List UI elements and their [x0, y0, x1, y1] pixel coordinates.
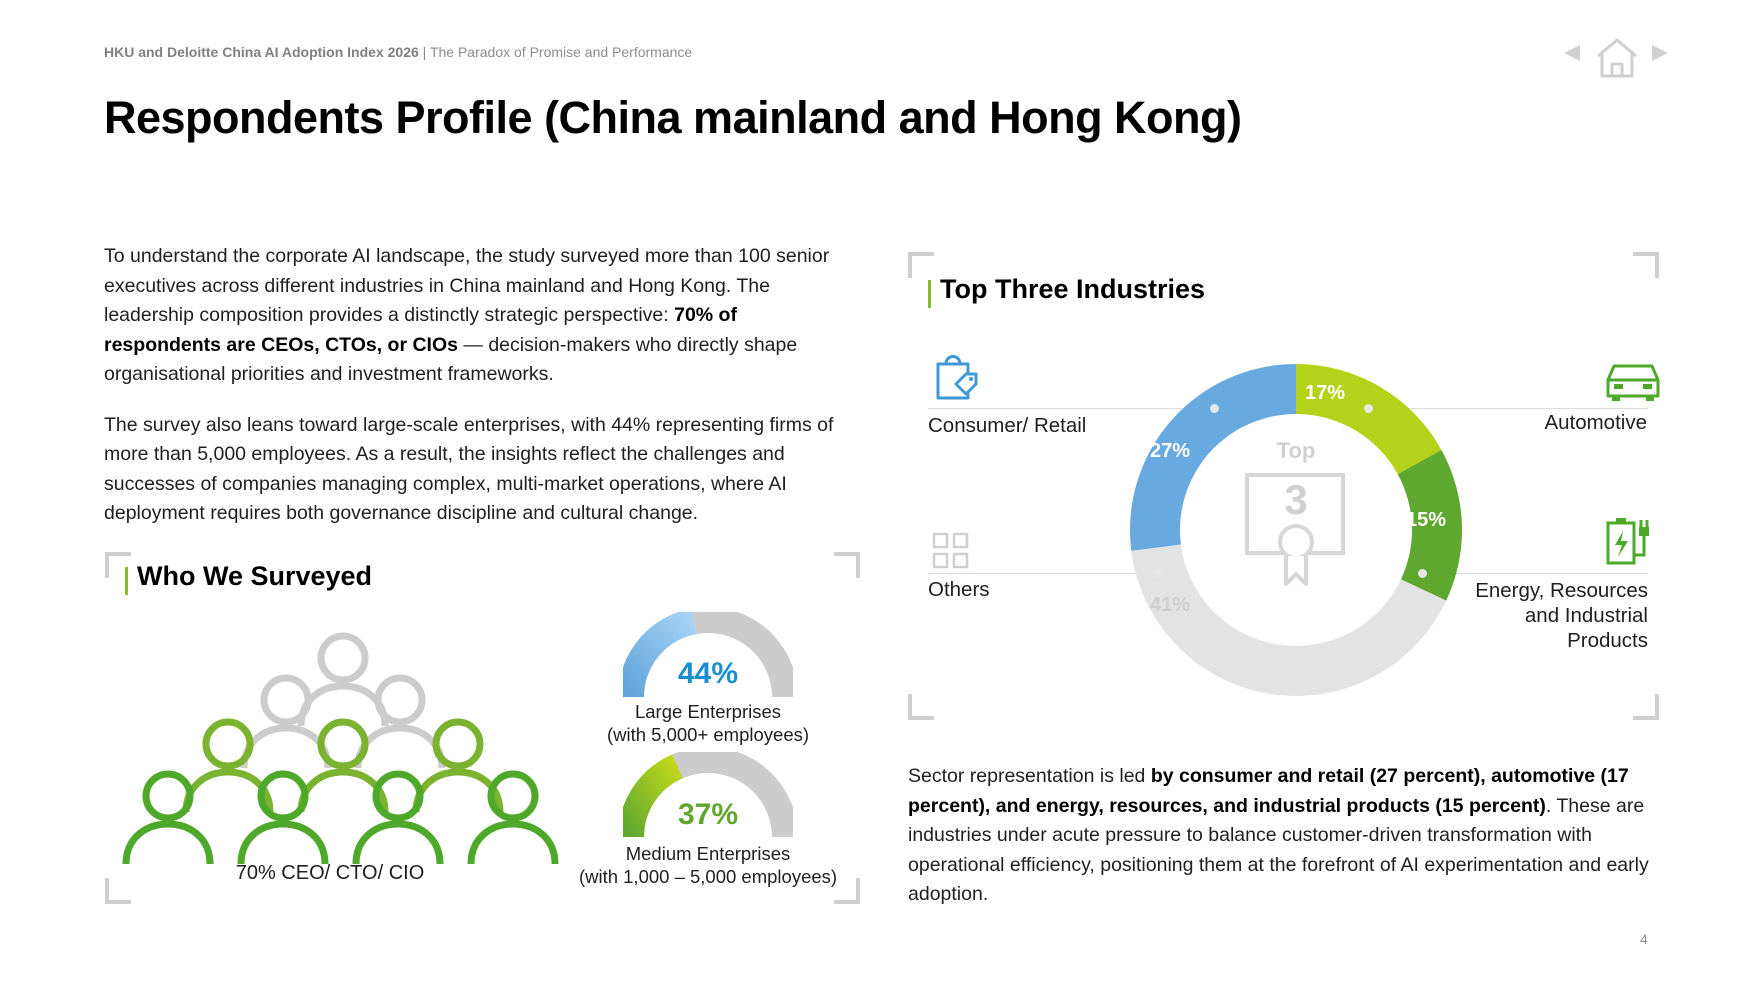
- industry-label-consumer: Consumer/ Retail: [928, 414, 1087, 437]
- intro-paragraph-2: The survey also leans toward large-scale enterprises, with 44% representing firms of more than 5,000 employees. As a result, the insights reflect the challenges and successes of companies managing complex, multi-market operations, where AI deployment requires both governance discipline and cultural change.: [104, 413, 834, 524]
- industry-label-energy-line3: Products: [1567, 629, 1648, 652]
- sector-text-highlight: by consumer and retail (27 percent), automotive (17 percent), and energy, resources, and industrial products (15 percent): [908, 765, 1629, 817]
- report-brand: HKU and Deloitte China AI Adoption Index 2026: [104, 44, 419, 60]
- sector-text-start: Sector representation is led: [908, 765, 1151, 787]
- sector-text: [908, 762, 1678, 910]
- donut-label-others: 41%: [1150, 594, 1191, 616]
- intro-p1-text-end: — decision-makers who directly shape organisational priorities and investment frameworks.: [104, 333, 798, 385]
- report-header: [104, 44, 692, 60]
- top-industries-title: Top Three Industries: [928, 274, 1205, 305]
- battery-charging-icon: [1604, 515, 1658, 567]
- donut-center-top: Top: [1276, 438, 1316, 463]
- person-icon-green: [186, 722, 500, 812]
- intro-text: [104, 242, 844, 550]
- industry-label-energy: [1440, 578, 1648, 653]
- executives-people-icon: [118, 628, 568, 868]
- medium-enterprise-percent: 37%: [677, 798, 739, 831]
- previous-arrow-icon[interactable]: [1564, 45, 1580, 61]
- industry-label-automotive: Automotive: [1544, 411, 1647, 434]
- donut-label-consumer: 27%: [1150, 440, 1191, 462]
- leader-dot: [1154, 569, 1163, 578]
- donut-center-number: 3: [1284, 476, 1308, 523]
- industry-label-energy-line2: and Industrial: [1524, 604, 1648, 627]
- frame-corner: [1633, 694, 1659, 720]
- industry-label-energy-line1: Energy, Resources: [1475, 579, 1648, 602]
- page-navigation: [1560, 38, 1672, 82]
- frame-corner: [908, 694, 934, 720]
- leader-dot: [1210, 404, 1219, 413]
- sector-text-end: . These are industries under acute pressure to balance customer-driven transformation with operational efficiency, positioning them at the forefront of AI experimentation and early adoption.: [908, 794, 1649, 905]
- intro-paragraph-1: [104, 242, 844, 390]
- header-separator: |: [418, 44, 430, 60]
- industry-label-others: Others: [928, 578, 990, 601]
- donut-label-automotive: 17%: [1305, 382, 1346, 404]
- intro-p1-highlight: 70% of respondents are CEOs, CTOs, or CIOs: [104, 304, 737, 356]
- donut-slice-automotive: [1296, 364, 1441, 474]
- grid-icon: [932, 532, 970, 570]
- frame-corner: [834, 552, 860, 578]
- car-icon: [1604, 358, 1662, 402]
- intro-p1-text: To understand the corporate AI landscape, the study surveyed more than 100 senior executives across different industries in China mainland and Hong Kong. The leadership composition provides a distinctly strategic perspective:: [104, 245, 830, 326]
- large-enterprise-label: [568, 700, 848, 746]
- large-enterprise-label-line2: (with 5,000+ employees): [606, 724, 810, 745]
- page-title: Respondents Profile (China mainland and Hong Kong): [104, 92, 1242, 143]
- large-enterprise-percent: 44%: [677, 657, 739, 690]
- shopping-bag-tag-icon: [932, 350, 982, 402]
- medium-enterprise-label-line1: Medium Enterprises: [625, 843, 791, 864]
- leader-dot: [1364, 404, 1373, 413]
- frame-corner: [105, 878, 131, 904]
- report-subtitle: The Paradox of Promise and Performance: [429, 44, 693, 60]
- leader-dot: [1418, 569, 1427, 578]
- large-enterprise-label-line1: Large Enterprises: [634, 701, 782, 722]
- page-number: 4: [1640, 931, 1648, 947]
- leader-line: [928, 573, 1158, 574]
- medium-enterprise-label-line2: (with 1,000 – 5,000 employees): [578, 866, 838, 887]
- person-icon-grey: [244, 636, 442, 768]
- people-label: 70% CEO/ CTO/ CIO: [235, 862, 425, 884]
- donut-label-energy: 15%: [1406, 509, 1447, 531]
- frame-corner: [1633, 252, 1659, 278]
- medium-enterprise-label: [568, 842, 848, 888]
- who-we-surveyed-title: Who We Surveyed: [125, 561, 372, 592]
- person-icon-green-front: [126, 774, 555, 864]
- next-arrow-icon[interactable]: [1652, 45, 1668, 61]
- home-icon[interactable]: [1598, 40, 1636, 76]
